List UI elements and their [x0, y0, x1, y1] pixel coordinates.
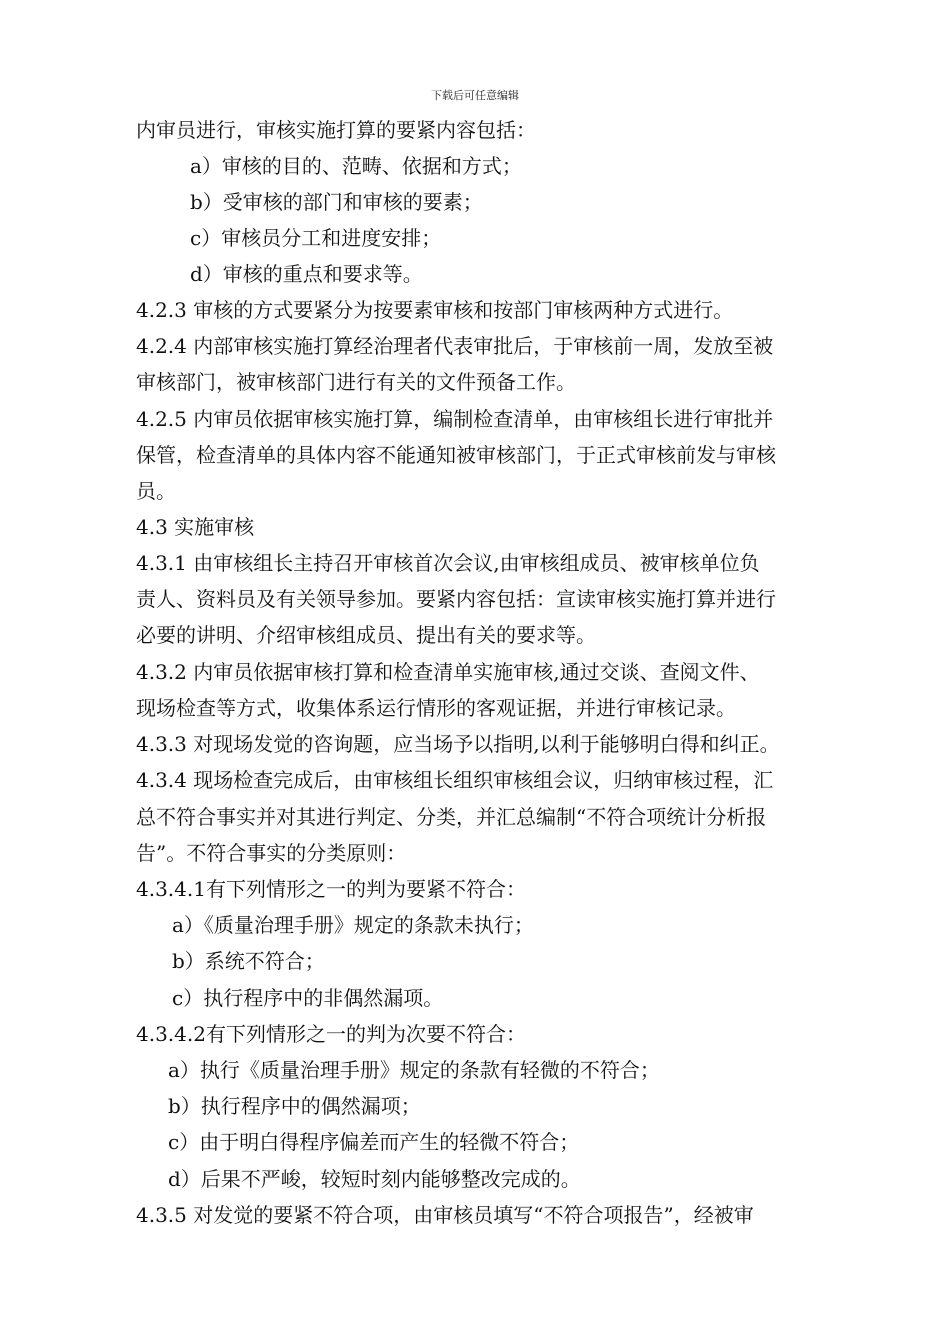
clause-4-2-3: 4.2.3 审核的方式要紧分为按要素审核和按部门审核两种方式进行。 — [136, 298, 734, 322]
clause-4-3-1-cont: 责人、资料员及有关领导参加。要紧内容包括：宣读审核实施打算并进行 — [136, 587, 776, 611]
clause-4-3-4-cont: 告”。不符合事实的分类原则： — [136, 841, 407, 865]
clause-4-3-1: 4.3.1 由审核组长主持召开审核首次会议,由审核组成员、被审核单位负 — [136, 551, 760, 575]
clause-4-2-5-cont: 保管，检查清单的具体内容不能通知被审核部门，于正式审核前发与审核 — [136, 443, 776, 467]
clause-4-3-4-cont: 总不符合事实并对其进行判定、分类，并汇总编制“不符合项统计分析报 — [136, 805, 767, 829]
list-item: c）执行程序中的非偶然漏项。 — [172, 986, 444, 1010]
clause-4-3-5: 4.3.5 对发觉的要紧不符合项，由审核员填写“不符合项报告”，经被审 — [136, 1203, 754, 1227]
list-item: d）后果不严峻，较短时刻内能够整改完成的。 — [168, 1167, 581, 1191]
list-item: b）受审核的部门和审核的要素； — [190, 190, 483, 214]
clause-4-2-5: 4.2.5 内审员依据审核实施打算，编制检查清单，由审核组长进行审批并 — [136, 407, 774, 431]
clause-4-3-1-cont: 必要的讲明、介绍审核组成员、提出有关的要求等。 — [136, 623, 596, 647]
clause-4-3-2-cont: 现场检查等方式，收集体系运行情形的客观证据，并进行审核记录。 — [136, 696, 736, 720]
section-heading-4-3: 4.3 实施审核 — [136, 515, 255, 539]
list-item: c）审核员分工和进度安排； — [190, 226, 442, 250]
clause-4-2-5-cont: 员。 — [136, 479, 176, 503]
list-item: b）执行程序中的偶然漏项； — [168, 1094, 421, 1118]
list-item: b）系统不符合； — [172, 949, 325, 973]
clause-4-3-2: 4.3.2 内审员依据审核打算和检查清单实施审核,通过交谈、查阅文件、 — [136, 660, 760, 684]
list-item: c）由于明白得程序偏差而产生的轻微不符合； — [168, 1130, 580, 1154]
list-item: a）审核的目的、范畴、依据和方式； — [190, 154, 522, 178]
list-item: a）执行《质量治理手册》规定的条款有轻微的不符合； — [168, 1058, 660, 1082]
clause-4-3-4-1: 4.3.4.1有下列情形之一的判为要紧不符合： — [136, 877, 526, 901]
clause-4-3-4: 4.3.4 现场检查完成后，由审核组长组织审核组会议，归纳审核过程，汇 — [136, 768, 774, 792]
page-header: 下载后可任意编辑 — [431, 89, 519, 102]
list-item: d）审核的重点和要求等。 — [190, 262, 423, 286]
clause-4-3-4-2: 4.3.4.2有下列情形之一的判为次要不符合： — [136, 1022, 526, 1046]
clause-4-3-3: 4.3.3 对现场发觉的咨询题，应当场予以指明,以利于能够明白得和纠正。 — [136, 732, 780, 756]
intro-line: 内审员进行，审核实施打算的要紧内容包括： — [136, 118, 536, 142]
clause-4-2-4-cont: 审核部门，被审核部门进行有关的文件预备工作。 — [136, 370, 576, 394]
list-item: a）《质量治理手册》规定的条款未执行； — [172, 913, 534, 937]
clause-4-2-4: 4.2.4 内部审核实施打算经治理者代表审批后，于审核前一周，发放至被 — [136, 334, 774, 358]
